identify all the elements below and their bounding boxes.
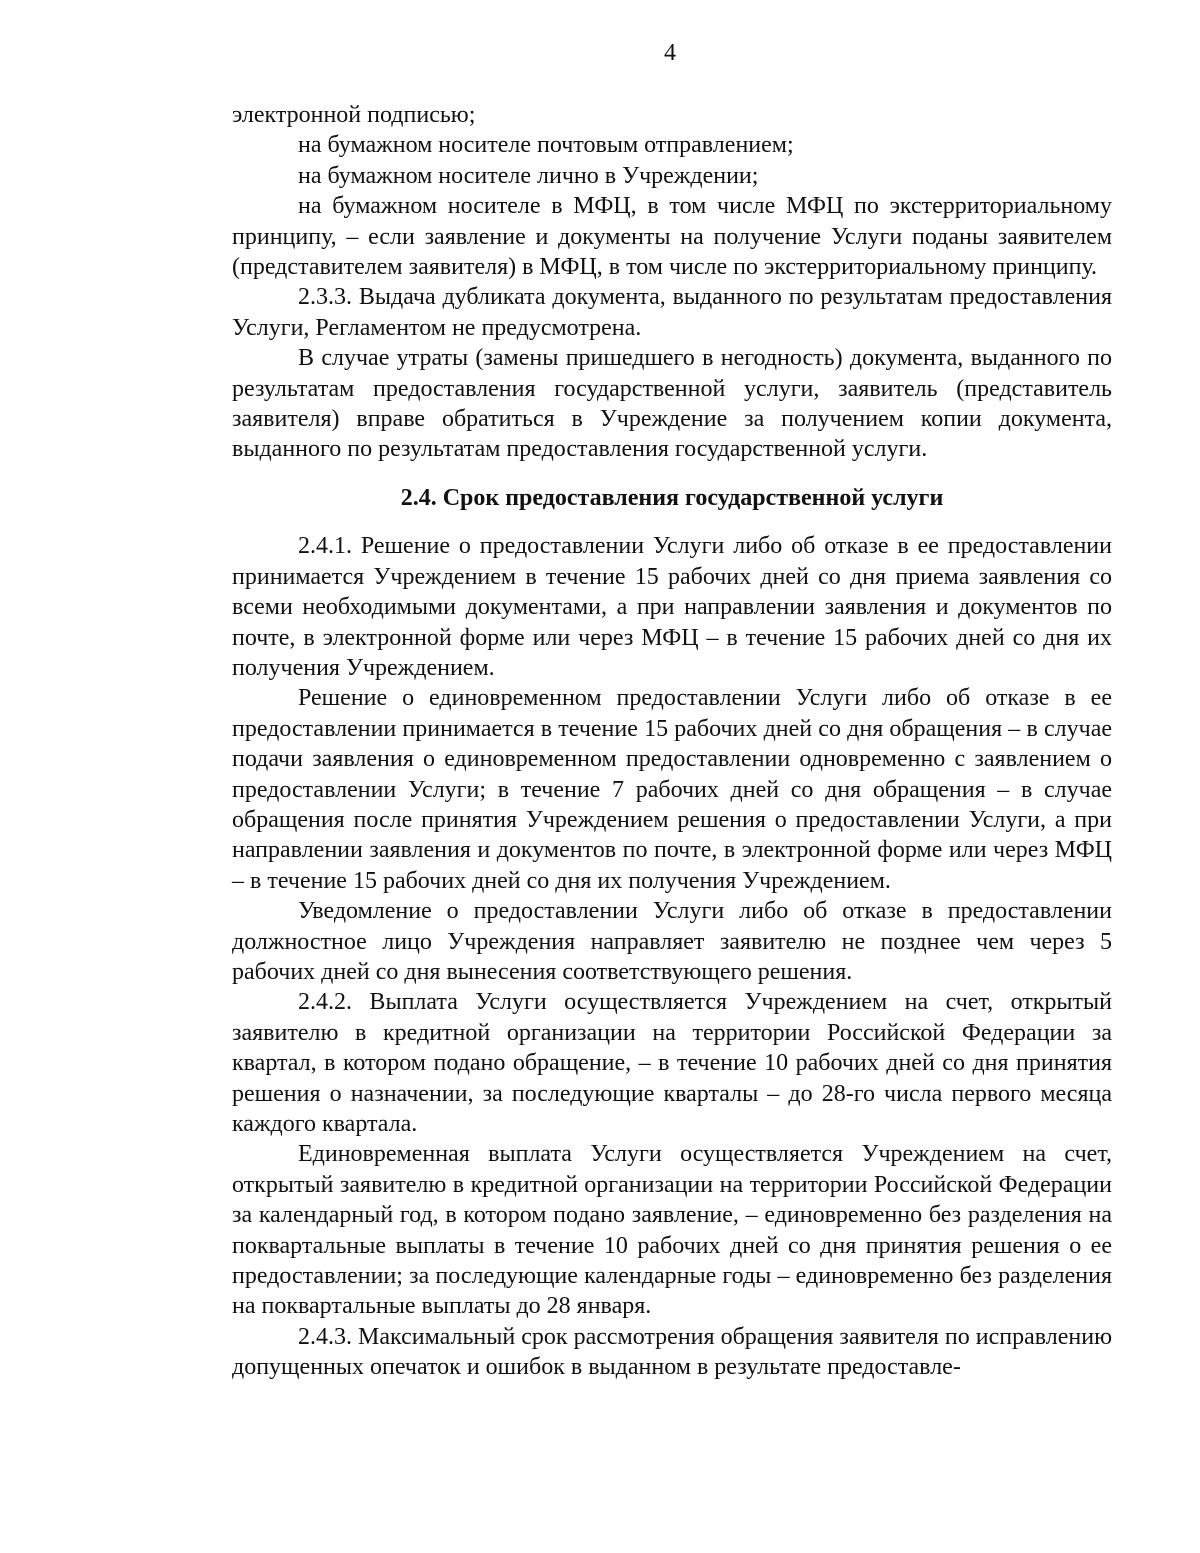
paragraph: 2.3.3. Выдача дубликата документа, выданного по результатам предоставления Услуги, Регламентом не предусмотрена. bbox=[232, 284, 1112, 341]
paragraph: 2.4.2. Выплата Услуги осуществляется Учреждением на счет, открытый заявителю в кредитной организации на территории Российской Федерации за квартал, в котором подано обращение, – в течение 10 рабочих дней со дня принятия решения о назначении, за последующие кварталы – до 28-го числа первого месяца каждого квартала. bbox=[232, 989, 1112, 1137]
page-number: 4 bbox=[664, 40, 676, 66]
paragraph: Решение о единовременном предоставлении Услуги либо об отказе в ее предоставлении принимается в течение 15 рабочих дней со дня обращения – в случае подачи заявления о единовременном предоставлении одновременно с заявлением о предоставлении Услуги; в течение 7 рабочих дней со дня обращения – в случае обращения после принятия Учреждением решения о предоставлении Услуги, а при направлении заявления и документов по почте, в электронной форме или через МФЦ – в течение 15 рабочих дней со дня их получения Учреждением. bbox=[232, 685, 1112, 894]
paragraph: 2.4.3. Максимальный срок рассмотрения обращения заявителя по исправлению допущенных опечаток и ошибок в выданном в результате предоставле- bbox=[232, 1323, 1112, 1381]
paragraph: 2.4.1. Решение о предоставлении Услуги либо об отказе в ее предоставлении принимается Учреждением в течение 15 рабочих дней со дня приема заявления со всеми необходимыми документами, а при направлении заявления и документов по почте, в электронной форме или через МФЦ – в течение 15 рабочих дней со дня их получения Учреждением. bbox=[232, 533, 1112, 681]
paragraph: Единовременная выплата Услуги осуществляется Учреждением на счет, открытый заявителю в кредитной организации на территории Российской Федерации за календарный год, в котором подано заявление, – единовременно без разделения на поквартальные выплаты в течение 10 рабочих дней со дня принятия решения о ее предоставлении; за последующие календарные годы – единовременно без разделения на поквартальные выплаты до 28 января. bbox=[232, 1141, 1112, 1320]
paragraph: на бумажном носителе в МФЦ, в том числе МФЦ по экстерриториальному принципу, – если заявление и документы на получение Услуги поданы заявителем (представителем заявителя) в МФЦ, в том числе по экстерриториальному принципу. bbox=[232, 193, 1112, 281]
section-heading: 2.4. Срок предоставления государственной услуги bbox=[400, 484, 944, 511]
paragraph: электронной подписью; bbox=[232, 102, 476, 128]
paragraph: на бумажном носителе почтовым отправлением; bbox=[298, 132, 794, 159]
document-body bbox=[232, 100, 1112, 1383]
paragraph: В случае утраты (замены пришедшего в негодность) документа, выданного по результатам предоставления государственной услуги, заявитель (представитель заявителя) вправе обратиться в Учреждение за получением копии документа, выданного по результатам предоставления государственной услуги. bbox=[232, 345, 1112, 463]
paragraph: на бумажном носителе лично в Учреждении; bbox=[298, 162, 759, 189]
paragraph: Уведомление о предоставлении Услуги либо об отказе в предоставлении должностное лицо Учреждения направляет заявителю не позднее чем через 5 рабочих дней со дня вынесения соответствующего решения. bbox=[232, 898, 1112, 985]
